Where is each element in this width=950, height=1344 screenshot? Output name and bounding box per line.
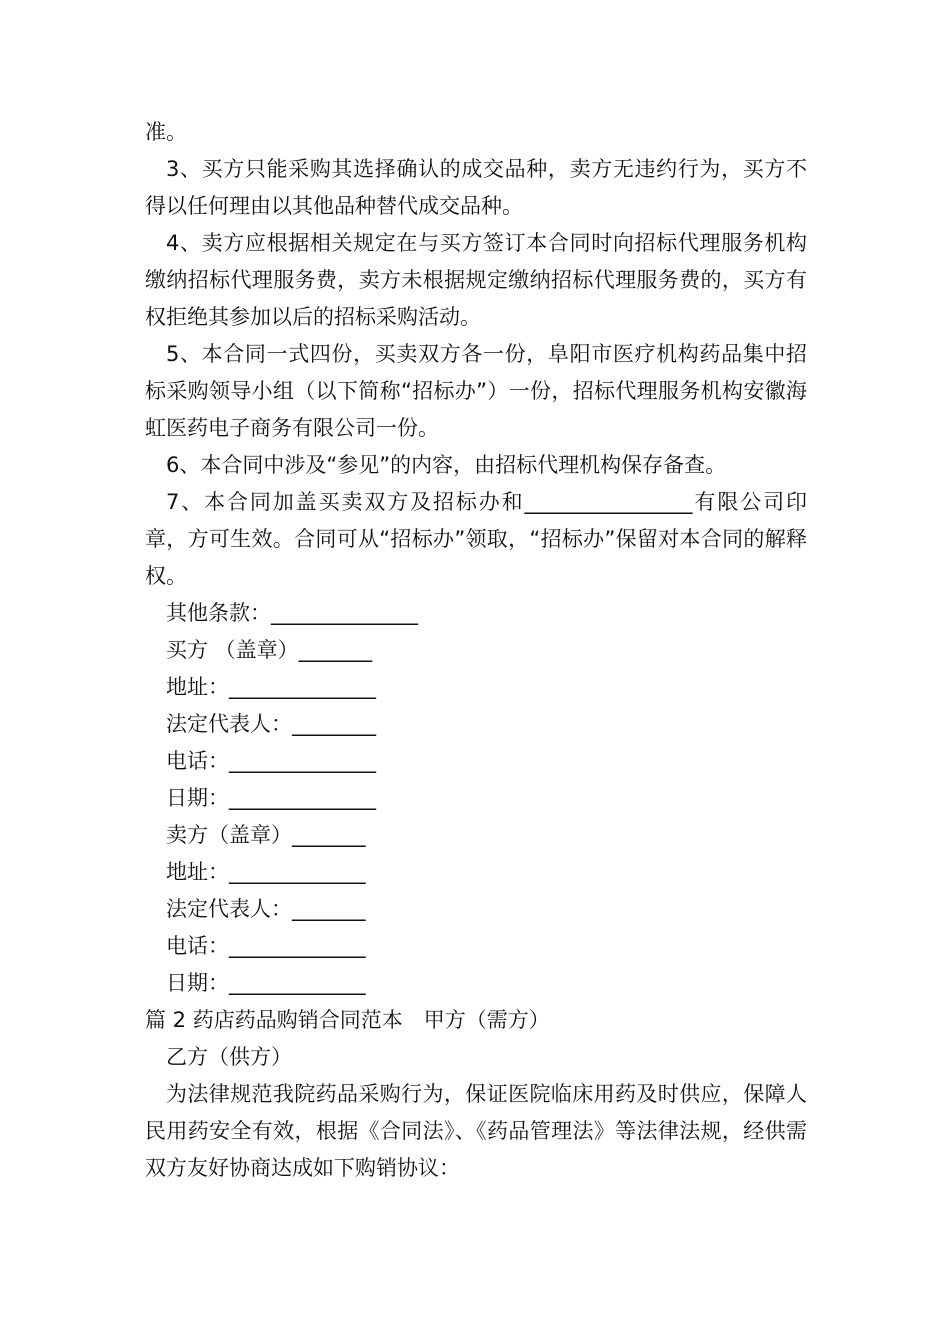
seller-phone-field: 电话：_____________: [166, 934, 366, 958]
seller-seal-field: 卖方（盖章）_______: [166, 823, 366, 847]
clause-7: 7、本合同加盖买卖双方及招标办和________________有限公司印章，方可生效。合同可从“招标办”领取，“招标办”保留对本合同的解释权。: [145, 490, 807, 588]
seller-representative-field: 法定代表人：_______: [166, 897, 366, 921]
section-2-intro: 为法律规范我院药品采购行为，保证医院临床用药及时供应，保障人民用药安全有效，根据《合同法》、《药品管理法》等法律法规，经供需双方友好协商达成如下购销协议：: [145, 1082, 807, 1180]
paragraph-continuation: 准。: [145, 120, 187, 144]
clause-4: 4、卖方应根据相关规定在与买方签订本合同时向招标代理服务机构缴纳招标代理服务费，卖方未根据规定缴纳招标代理服务费的，买方有权拒绝其参加以后的招标采购活动。: [145, 231, 807, 329]
buyer-address-field: 地址：______________: [166, 675, 376, 699]
buyer-phone-field: 电话：______________: [166, 749, 376, 773]
clause-3: 3、买方只能采购其选择确认的成交品种，卖方无违约行为，买方不得以任何理由以其他品种替代成交品种。: [145, 157, 807, 218]
buyer-date-field: 日期：______________: [166, 786, 376, 810]
seller-date-field: 日期：_____________: [166, 971, 366, 995]
section-2-heading: 篇 2 药店药品购销合同范本 甲方（需方）: [145, 1008, 550, 1032]
clause-5: 5、本合同一式四份，买卖双方各一份，阜阳市医疗机构药品集中招标采购领导小组（以下简称“招标办”）一份，招标代理服务机构安徽海虹医药电子商务有限公司一份。: [145, 342, 807, 440]
buyer-seal-field: 买方 （盖章）_______: [166, 638, 373, 662]
party-b-label: 乙方（供方）: [166, 1045, 292, 1069]
clause-6: 6、本合同中涉及“参见”的内容，由招标代理机构保存备查。: [166, 453, 727, 477]
other-terms-field: 其他条款：______________: [166, 601, 418, 625]
seller-address-field: 地址：_____________: [166, 860, 366, 884]
document-body: [145, 114, 807, 1187]
buyer-representative-field: 法定代表人：________: [166, 712, 376, 736]
